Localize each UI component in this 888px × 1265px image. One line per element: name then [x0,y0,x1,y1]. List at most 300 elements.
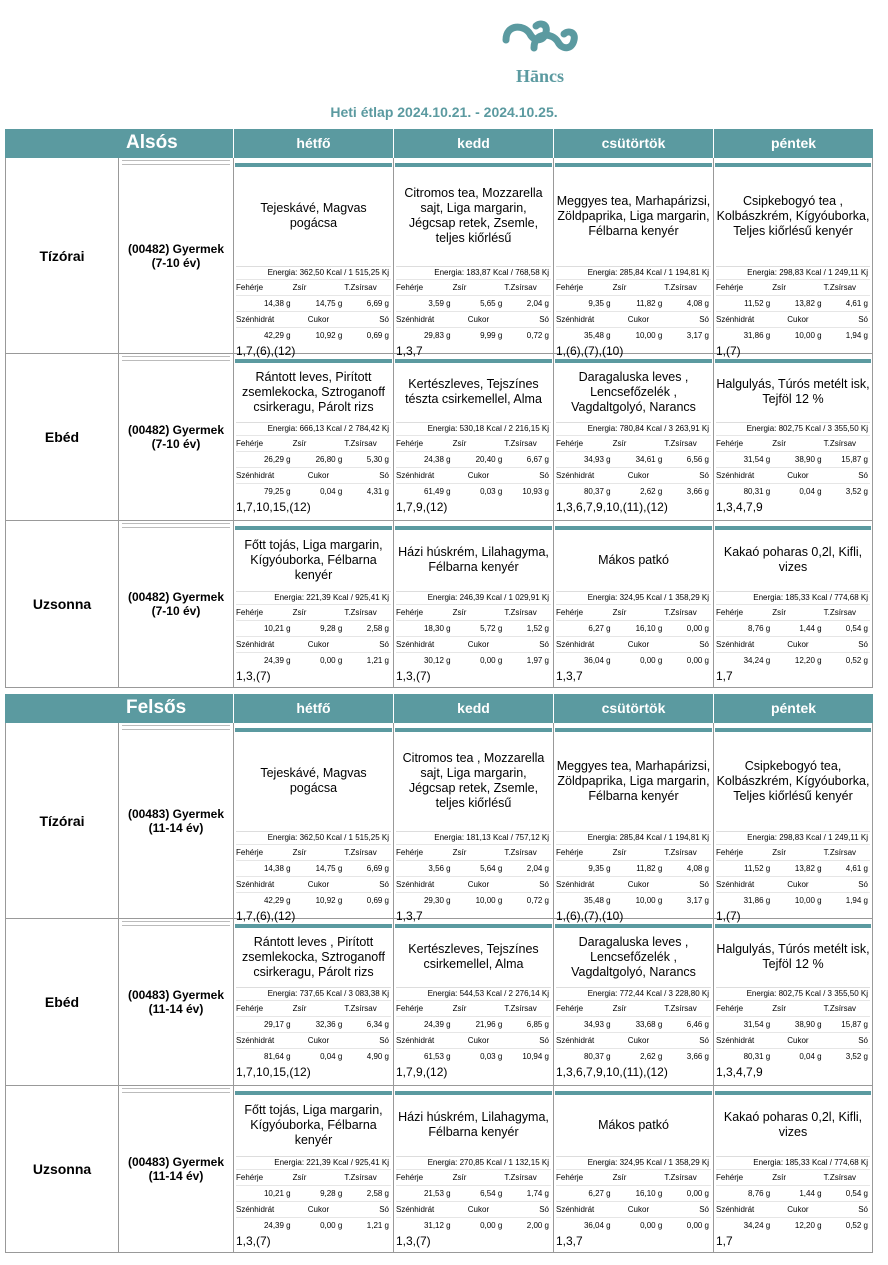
fat-value: 14,75 g [315,864,343,873]
meal-name: Tízórai [5,158,118,353]
fat-value: 6,54 g [480,1189,503,1198]
fat-value: 32,36 g [315,1020,343,1029]
satfat-label: T.Zsírsav [823,439,857,448]
nutrient-labels-row [556,604,711,620]
carb-value: 42,29 g [263,896,291,905]
food-description: Tejeskávé, Magvas pogácsa [260,201,367,230]
protein-label: Fehérje [716,848,744,857]
fat-label: Zsír [452,848,467,857]
fat-label: Zsír [292,608,307,617]
fat-value: 11,82 g [636,864,663,873]
sugar-value: 0,04 g [320,487,343,496]
nutrient-table [236,1000,391,1064]
meal-name: Tízórai [5,723,118,918]
meal-row [5,521,873,688]
sugar-label: Cukor [627,1205,650,1214]
cell-accent-bar [235,728,392,732]
carb-value: 79,25 g [263,487,291,496]
nutrient-values-row [556,892,711,908]
sugar-value: 0,04 g [799,487,822,496]
sugar-value: 0,00 g [640,656,663,665]
cell-accent-bar [395,728,552,732]
protein-label: Fehérje [396,848,424,857]
carb-label: Szénhidrát [236,640,275,649]
sugar-value: 12,20 g [794,656,822,665]
energy-value: Energia: 362,50 Kcal / 1 515,25 Kj [236,266,391,279]
food-description: Kakaó poharas 0,2l, Kifli, vizes [723,545,863,574]
nutrient-values-row [556,483,711,499]
carb-value: 42,29 g [263,331,291,340]
nutrient-values-row [716,1016,870,1032]
protein-label: Fehérje [236,1004,264,1013]
nutrient-values-row [716,1185,870,1201]
food-description: Daragaluska leves , Lencsefőzelék , Vagdaltgolyó, Narancs [571,934,696,979]
meal-name: Ebéd [5,919,118,1085]
protein-label: Fehérje [556,1173,584,1182]
nutrient-values-row [556,1048,711,1064]
sugar-label: Cukor [467,880,490,889]
nutrient-values-row [556,620,711,636]
sugar-value: 2,62 g [640,1052,663,1061]
salt-label: Só [379,880,389,889]
nutrient-values-row [716,860,870,876]
salt-value: 1,21 g [366,656,390,665]
salt-value: 3,17 g [686,896,710,905]
food-description: Csipkebogyó tea, Kolbászkrém, Kígyóuborka, Teljes kiőrlésű kenyér [716,758,870,803]
energy-value: Energia: 185,33 Kcal / 774,68 Kj [716,1156,870,1169]
fat-label: Zsír [452,283,467,292]
energy-value: Energia: 221,39 Kcal / 925,41 Kj [236,1156,391,1169]
nutrient-labels-row [236,1000,391,1016]
fat-value: 9,28 g [320,1189,343,1198]
nutrient-labels-row [716,435,870,451]
nutrient-labels-row [716,636,870,652]
sugar-value: 10,92 g [315,896,343,905]
food-description: Kertészleves, Tejszínes tészta csirkemellel, Alma [405,377,542,406]
satfat-value: 6,69 g [366,864,390,873]
cell-accent-bar [235,1091,392,1095]
protein-value: 24,39 g [423,1020,451,1029]
carb-value: 80,37 g [583,487,611,496]
nutrient-labels-row [396,636,551,652]
fat-label: Zsír [772,439,787,448]
food-description: Főtt tojás, Liga margarin, Kígyóuborka, Félbarna kenyér [244,1102,383,1147]
fat-label: Zsír [292,1004,307,1013]
salt-label: Só [379,1205,389,1214]
nutrient-values-row [236,620,391,636]
meal-row [5,1086,873,1253]
salt-value: 0,72 g [526,896,550,905]
nutrient-values-row [396,327,551,343]
protein-label: Fehérje [556,1004,584,1013]
allergen-codes: 1,(6),(7),(10) [556,344,624,358]
age-group: (00483) Gyermek (11-14 év) [118,919,233,1085]
protein-value: 29,17 g [263,1020,291,1029]
cell-accent-bar [715,359,871,363]
carb-label: Szénhidrát [716,640,755,649]
satfat-label: T.Zsírsav [344,608,377,617]
protein-value: 6,27 g [588,624,611,633]
nutrient-labels-row [716,876,870,892]
fat-label: Zsír [772,1173,787,1182]
carb-label: Szénhidrát [396,1036,435,1045]
nutrient-table [556,1169,711,1233]
meal-row [5,723,873,923]
protein-label: Fehérje [716,608,744,617]
nutrient-labels-row [396,467,551,483]
nutrient-values-row [716,295,870,311]
nutrient-values-row [396,483,551,499]
satfat-value: 5,30 g [366,455,390,464]
carb-label: Szénhidrát [556,471,595,480]
sugar-value: 0,00 g [480,1221,503,1230]
salt-label: Só [858,315,869,324]
fat-value: 16,10 g [635,624,663,633]
satfat-label: T.Zsírsav [664,1004,697,1013]
allergen-codes: 1,7 [716,669,733,683]
fat-label: Zsír [292,848,307,857]
nutrient-labels-row [396,1032,551,1048]
satfat-value: 0,54 g [845,624,868,633]
sugar-label: Cukor [467,315,490,324]
nutrient-labels-row [556,435,711,451]
nutrient-values-row [236,1016,391,1032]
salt-label: Só [379,640,389,649]
menu-cell [233,158,393,358]
satfat-label: T.Zsírsav [823,1173,857,1182]
nutrient-values-row [396,1185,551,1201]
nutrient-labels-row [556,844,711,860]
allergen-codes: 1,7,10,15,(12) [236,1065,311,1079]
sugar-label: Cukor [467,1205,490,1214]
satfat-label: T.Zsírsav [504,283,537,292]
satfat-value: 4,08 g [686,864,710,873]
protein-label: Fehérje [236,283,264,292]
energy-value: Energia: 285,84 Kcal / 1 194,81 Kj [556,831,711,844]
carb-label: Szénhidrát [716,1205,755,1214]
sugar-label: Cukor [307,1036,330,1045]
carb-label: Szénhidrát [556,1036,595,1045]
salt-value: 0,69 g [366,331,390,340]
menu-cell [553,354,713,520]
nutrient-values-row [236,652,391,668]
sugar-value: 0,04 g [320,1052,343,1061]
carb-label: Szénhidrát [236,315,275,324]
sugar-label: Cukor [787,880,809,889]
sugar-value: 0,03 g [480,487,503,496]
menu-cell [233,354,393,520]
allergen-codes: 1,7,(6),(12) [236,344,296,358]
protein-value: 18,30 g [423,624,451,633]
sugar-label: Cukor [787,640,809,649]
carb-value: 30,12 g [423,656,451,665]
energy-value: Energia: 530,18 Kcal / 2 216,15 Kj [396,422,551,435]
cell-accent-bar [395,359,552,363]
salt-label: Só [539,315,549,324]
energy-value: Energia: 324,95 Kcal / 1 358,29 Kj [556,591,711,604]
sugar-label: Cukor [787,315,809,324]
salt-label: Só [699,880,709,889]
carb-value: 34,24 g [743,1221,771,1230]
nutrient-labels-row [236,876,391,892]
cell-accent-bar [235,924,392,928]
satfat-value: 6,67 g [526,455,550,464]
carb-value: 31,86 g [743,896,771,905]
protein-label: Fehérje [396,1173,424,1182]
protein-value: 14,38 g [263,299,291,308]
fat-value: 20,40 g [475,455,503,464]
food-description: Mákos patkó [598,1117,669,1132]
satfat-label: T.Zsírsav [504,439,537,448]
sugar-value: 0,04 g [799,1052,822,1061]
menu-cell [393,354,553,520]
fat-value: 5,64 g [480,864,503,873]
nutrient-labels-row [236,311,391,327]
nutrient-labels-row [236,1169,391,1185]
nutrient-labels-row [716,279,870,295]
allergen-codes: 1,3,7 [556,669,583,683]
nutrient-labels-row [396,1169,551,1185]
satfat-value: 0,54 g [845,1189,868,1198]
fat-label: Zsír [612,283,627,292]
food-description: Meggyes tea, Marhapárizsi, Zöldpaprika, Liga margarin, Félbarna kenyér [556,758,711,803]
nutrient-values-row [236,1185,391,1201]
nutrient-labels-row [236,467,391,483]
food-description: Tejeskávé, Magvas pogácsa [260,766,367,795]
protein-label: Fehérje [236,1173,264,1182]
carb-value: 80,37 g [583,1052,611,1061]
satfat-value: 2,04 g [526,299,550,308]
allergen-codes: 1,7,9,(12) [396,500,448,514]
cell-accent-bar [235,359,392,363]
salt-value: 1,21 g [366,1221,390,1230]
nutrient-table [236,279,391,343]
page-title: Heti étlap 2024.10.21. - 2024.10.25. [330,104,558,120]
protein-value: 10,21 g [263,1189,291,1198]
fat-value: 14,75 g [315,299,343,308]
menu-cell [553,723,713,923]
menu-cell [393,723,553,923]
nutrient-values-row [716,451,870,467]
carb-label: Szénhidrát [556,880,595,889]
nutrient-labels-row [716,311,870,327]
food-description: Mákos patkó [598,552,669,567]
salt-label: Só [858,1036,869,1045]
salt-value: 10,94 g [522,1052,550,1061]
protein-value: 24,38 g [423,455,451,464]
nutrient-labels-row [716,1201,870,1217]
food-description: Csipkebogyó tea , Kolbászkrém, Kígyóuborka, Teljes kiőrlésű kenyér [716,193,870,238]
sugar-label: Cukor [467,471,490,480]
protein-value: 31,54 g [743,1020,771,1029]
fat-label: Zsír [612,1004,627,1013]
meal-name: Uzsonna [5,521,118,687]
menu-cell [233,1086,393,1252]
food-description: Főtt tojás, Liga margarin, Kígyóuborka, Félbarna kenyér [244,537,383,582]
fat-label: Zsír [452,439,467,448]
carb-label: Szénhidrát [396,640,435,649]
sugar-label: Cukor [627,471,650,480]
allergen-codes: 1,(7) [716,909,741,923]
protein-label: Fehérje [556,608,584,617]
allergen-codes: 1,7,9,(12) [396,1065,448,1079]
satfat-value: 1,74 g [526,1189,550,1198]
meal-name: Ebéd [5,354,118,520]
salt-label: Só [379,1036,389,1045]
salt-value: 0,00 g [686,1221,710,1230]
nutrient-labels-row [556,1201,711,1217]
satfat-label: T.Zsírsav [823,283,857,292]
fat-label: Zsír [292,283,307,292]
sugar-value: 10,00 g [635,896,663,905]
nutrient-values-row [556,652,711,668]
day-header: hétfő [233,694,393,723]
protein-value: 9,35 g [588,299,611,308]
sugar-label: Cukor [307,880,330,889]
protein-value: 31,54 g [743,455,771,464]
satfat-value: 1,52 g [526,624,550,633]
nutrient-values-row [556,451,711,467]
nutrient-values-row [236,295,391,311]
nutrient-values-row [236,1217,391,1233]
satfat-value: 6,34 g [366,1020,390,1029]
nutrient-labels-row [716,604,870,620]
salt-value: 3,66 g [686,1052,710,1061]
sugar-value: 2,62 g [640,487,663,496]
carb-value: 35,48 g [583,896,611,905]
day-header: csütörtök [553,694,713,723]
nutrient-labels-row [556,279,711,295]
protein-label: Fehérje [396,1004,424,1013]
satfat-value: 2,58 g [366,1189,390,1198]
food-description: Halgulyás, Túrós metélt isk, Tejföl 12 % [716,377,870,406]
protein-label: Fehérje [716,1173,744,1182]
carb-label: Szénhidrát [236,1036,275,1045]
sugar-value: 10,00 g [794,896,822,905]
fat-value: 5,72 g [480,624,503,633]
nutrient-labels-row [236,604,391,620]
nutrient-table [236,435,391,499]
carb-label: Szénhidrát [236,880,275,889]
menu-cell [553,1086,713,1252]
energy-value: Energia: 183,87 Kcal / 768,58 Kj [396,266,551,279]
energy-value: Energia: 246,39 Kcal / 1 029,91 Kj [396,591,551,604]
cell-accent-bar [555,163,712,167]
nutrient-values-row [716,652,870,668]
salt-value: 4,31 g [366,487,390,496]
carb-value: 61,53 g [423,1052,451,1061]
nutrient-table [236,1169,391,1233]
nutrient-values-row [396,295,551,311]
menu-cell [393,521,553,687]
cell-accent-bar [715,163,871,167]
protein-value: 6,27 g [588,1189,611,1198]
carb-value: 31,86 g [743,331,771,340]
nutrient-table [396,604,551,668]
protein-label: Fehérje [556,283,584,292]
fat-label: Zsír [452,1173,467,1182]
nutrient-values-row [236,860,391,876]
menu-cell [233,723,393,923]
satfat-value: 2,04 g [526,864,550,873]
nutrient-table [236,844,391,908]
fat-value: 34,61 g [635,455,663,464]
nutrient-labels-row [396,1201,551,1217]
salt-label: Só [539,880,549,889]
satfat-label: T.Zsírsav [344,1173,377,1182]
allergen-codes: 1,3,(7) [396,1234,431,1248]
nutrient-values-row [236,483,391,499]
allergen-codes: 1,7,10,15,(12) [236,500,311,514]
satfat-label: T.Zsírsav [823,608,857,617]
nutrient-values-row [236,451,391,467]
fat-label: Zsír [612,1173,627,1182]
protein-value: 11,52 g [744,299,771,308]
nutrient-table [556,435,711,499]
day-header: péntek [713,129,873,158]
sugar-value: 10,00 g [794,331,822,340]
nutrient-labels-row [396,279,551,295]
satfat-label: T.Zsírsav [344,1004,377,1013]
allergen-codes: 1,7 [716,1234,733,1248]
salt-value: 3,66 g [686,487,710,496]
protein-value: 34,93 g [583,455,611,464]
sugar-label: Cukor [307,1205,330,1214]
energy-value: Energia: 544,53 Kcal / 2 276,14 Kj [396,987,551,1000]
nutrient-labels-row [556,1032,711,1048]
protein-value: 34,93 g [583,1020,611,1029]
food-description: Rántott leves, Pirított zsemlekocka, Sztroganoff csirkeragu, Párolt rizs [242,369,385,414]
protein-value: 9,35 g [588,864,611,873]
nutrient-table [396,279,551,343]
carb-value: 31,12 g [423,1221,451,1230]
food-description: Kertészleves, Tejszínes csirkemellel, Alma [408,942,539,971]
salt-value: 3,17 g [686,331,710,340]
energy-value: Energia: 298,83 Kcal / 1 249,11 Kj [716,831,870,844]
nutrient-values-row [716,483,870,499]
nutrient-values-row [556,295,711,311]
cell-accent-bar [555,526,712,530]
carb-label: Szénhidrát [716,471,755,480]
allergen-codes: 1,3,(7) [396,669,431,683]
nutrient-values-row [396,892,551,908]
cell-accent-bar [555,924,712,928]
allergen-codes: 1,7,(6),(12) [236,909,296,923]
nutrient-labels-row [716,1032,870,1048]
food-description: Citromos tea , Mozzarella sajt, Liga margarin, Jégcsap retek, Zsemle, teljes kiőrlésű [402,751,545,810]
nutrient-labels-row [556,1000,711,1016]
salt-value: 0,72 g [526,331,550,340]
nutrient-values-row [556,1016,711,1032]
fat-value: 38,90 g [794,455,822,464]
nutrient-values-row [396,620,551,636]
age-group: (00483) Gyermek (11-14 év) [118,723,233,918]
carb-label: Szénhidrát [556,640,595,649]
nutrient-labels-row [556,1169,711,1185]
nutrient-labels-row [556,876,711,892]
nutrient-labels-row [396,876,551,892]
cell-accent-bar [235,526,392,530]
menu-cell [713,354,873,520]
menu-cell [713,158,873,358]
fat-value: 38,90 g [794,1020,822,1029]
fat-label: Zsír [292,439,307,448]
satfat-label: T.Zsírsav [504,1004,537,1013]
satfat-label: T.Zsírsav [504,1173,537,1182]
fat-value: 16,10 g [635,1189,663,1198]
satfat-label: T.Zsírsav [664,848,697,857]
sugar-value: 0,00 g [640,1221,663,1230]
